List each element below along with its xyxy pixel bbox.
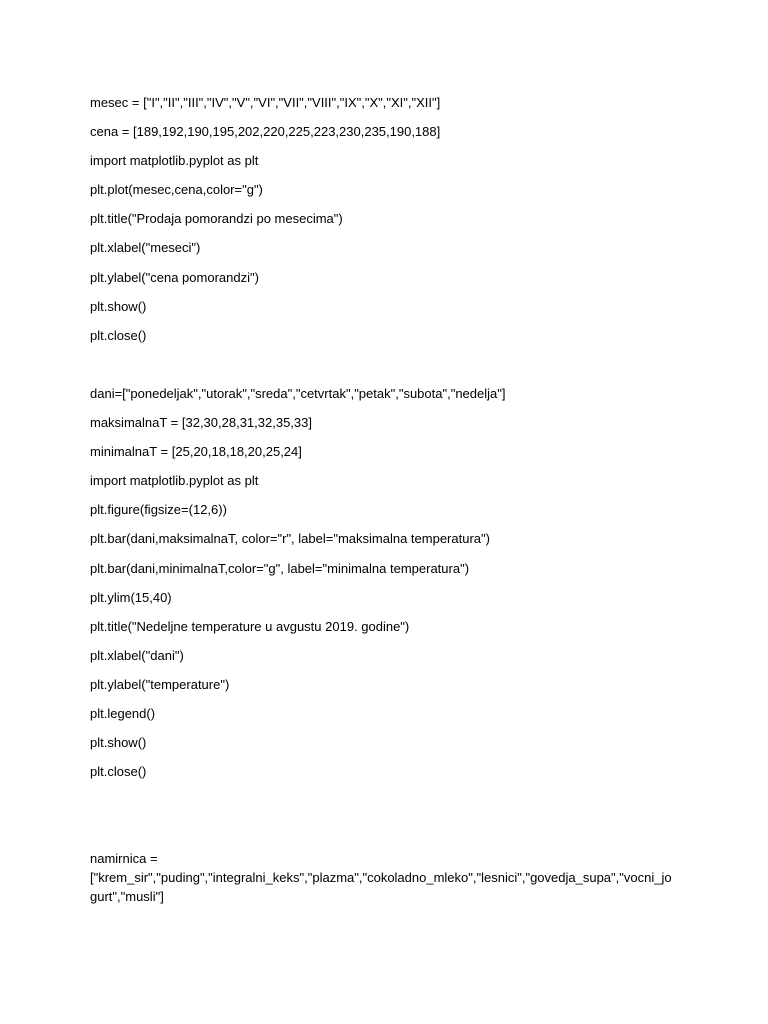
code-line: plt.ylabel("cena pomorandzi") [90,269,259,285]
code-line: ["krem_sir","puding","integralni_keks","plazma","cokoladno_mleko","lesnici","govedja_supa","vocni_jo [90,870,672,886]
code-line: plt.close() [90,327,147,343]
code-block-oranges [90,93,678,345]
code-line: plt.bar(dani,maksimalnaT, color="r", label="maksimalna temperatura") [90,531,490,547]
code-line: maksimalnaT = [32,30,28,31,32,35,33] [90,415,312,431]
code-line: dani=["ponedeljak","utorak","sreda","cetvrtak","petak","subota","nedelja"] [90,385,506,401]
code-line: plt.close() [90,764,147,780]
code-block-temperatures [90,384,678,781]
blank-line [90,355,678,374]
code-line: import matplotlib.pyplot as plt [90,473,259,489]
code-line: plt.show() [90,735,147,751]
code-line: plt.xlabel("meseci") [90,240,201,256]
code-block-groceries [90,849,678,906]
code-line: plt.ylim(15,40) [90,589,172,605]
code-line: minimalnaT = [25,20,18,18,20,25,24] [90,444,302,460]
code-line: plt.legend() [90,705,156,721]
code-line: mesec = ["I","II","III","IV","V","VI","VII","VIII","IX","X","XI","XII"] [90,95,441,110]
code-line: plt.xlabel("dani") [90,647,184,663]
blank-line [90,791,678,810]
code-line: import matplotlib.pyplot as plt [90,153,259,169]
code-line: plt.show() [90,298,147,314]
code-line: plt.plot(mesec,cena,color="g") [90,182,263,198]
blank-line [90,820,678,839]
code-line: cena = [189,192,190,195,202,220,225,223,230,235,190,188] [90,124,441,140]
code-line: namirnica = [90,851,158,867]
code-line: gurt","musli"] [90,889,164,905]
code-line: plt.figure(figsize=(12,6)) [90,502,227,518]
code-line: plt.bar(dani,minimalnaT,color="g", label="minimalna temperatura") [90,560,470,576]
code-line: plt.ylabel("temperature") [90,676,230,692]
code-line: plt.title("Nedeljne temperature u avgustu 2019. godine") [90,618,410,634]
code-line: plt.title("Prodaja pomorandzi po mesecima") [90,211,343,227]
